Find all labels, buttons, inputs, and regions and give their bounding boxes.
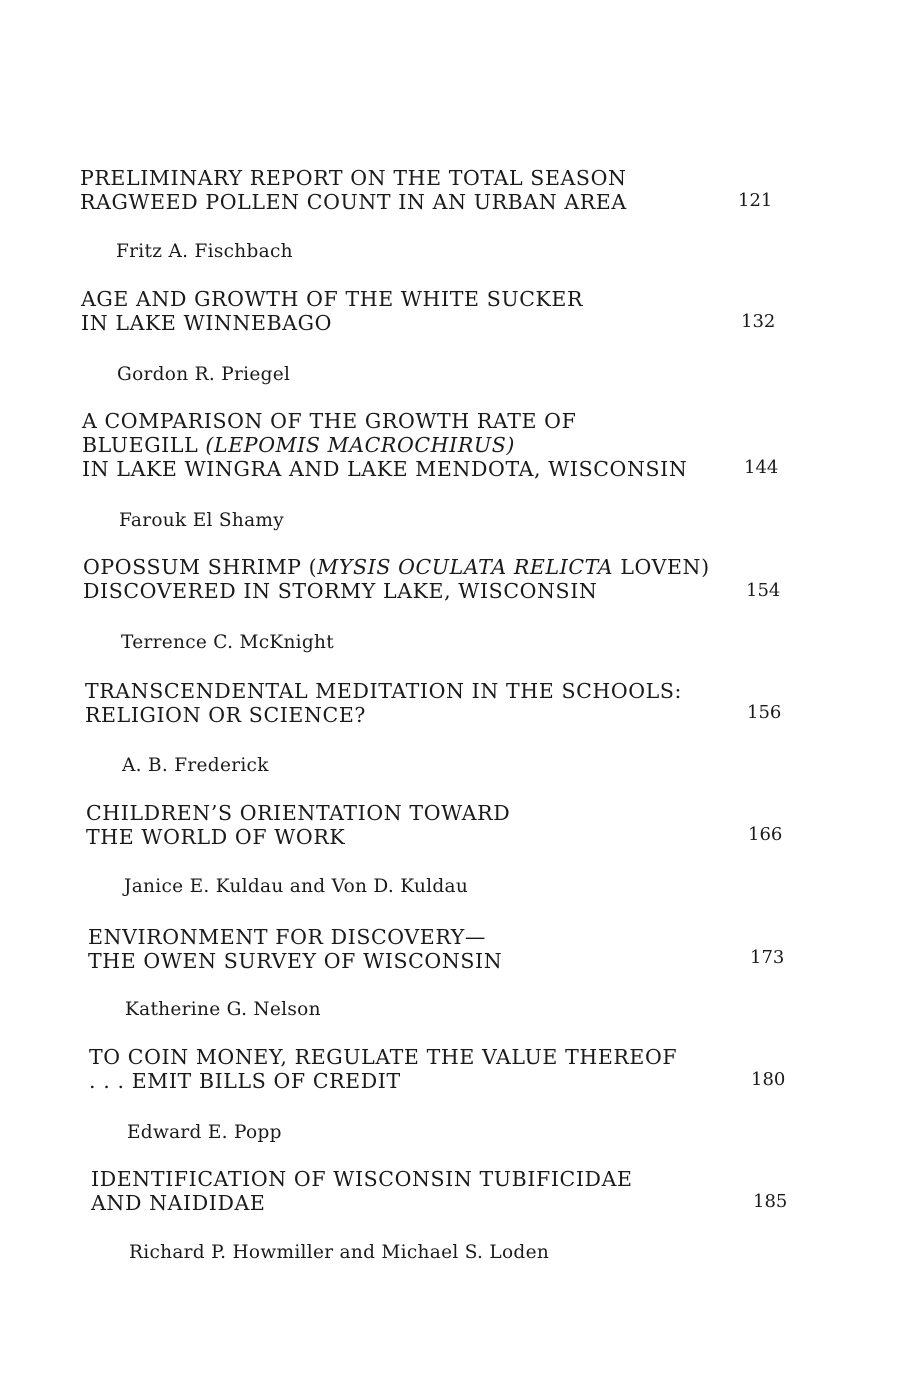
entry-author: Richard P. Howmiller and Michael S. Loden — [129, 1242, 550, 1263]
entry-title-line — [81, 311, 583, 335]
title-text: RELIGION OR SCIENCE? — [85, 703, 366, 727]
entry-title-line — [82, 409, 687, 433]
title-text: TRANSCENDENTAL MEDITATION IN THE SCHOOLS: — [85, 679, 683, 703]
page-number: 173 — [750, 947, 785, 968]
title-italic-text: MYSIS OCULATA RELICTA — [317, 555, 614, 579]
entry-title-line — [86, 801, 510, 825]
title-text: TO COIN MONEY, REGULATE THE VALUE THEREOF — [89, 1045, 678, 1069]
entry-title-line — [83, 555, 710, 579]
title-text: OPOSSUM SHRIMP ( — [83, 555, 318, 579]
title-text: BLUEGILL — [82, 433, 206, 457]
entry-title-line — [91, 1167, 633, 1191]
title-text: ENVIRONMENT FOR DISCOVERY— — [88, 925, 486, 949]
title-text: CHILDREN’S ORIENTATION TOWARD — [86, 801, 511, 825]
entry-author: Fritz A. Fischbach — [116, 241, 293, 262]
entry-author: A. B. Frederick — [122, 755, 269, 776]
entry-title-line — [85, 679, 682, 703]
title-text: AGE AND GROWTH OF THE WHITE SUCKER — [81, 287, 584, 311]
page-number: 121 — [738, 190, 773, 211]
title-text: THE OWEN SURVEY OF WISCONSIN — [88, 949, 503, 973]
entry-title — [86, 801, 510, 849]
entry-title — [82, 409, 687, 481]
entry-title — [89, 1045, 677, 1093]
title-text: PRELIMINARY REPORT ON THE TOTAL SEASON — [80, 166, 627, 190]
title-text: LOVEN) — [613, 555, 710, 579]
page-number: 132 — [741, 311, 776, 332]
page-number: 154 — [746, 580, 781, 601]
title-text: AND NAIDIDAE — [91, 1191, 266, 1215]
title-text: A COMPARISON OF THE GROWTH RATE OF — [82, 409, 577, 433]
entry-title-line — [89, 1069, 677, 1093]
entry-title — [91, 1167, 633, 1215]
entry-title-line — [80, 190, 627, 214]
entry-title-line — [83, 579, 710, 603]
entry-title-line — [86, 825, 510, 849]
title-text: IN LAKE WINNEBAGO — [81, 311, 333, 335]
entry-title-line — [80, 166, 627, 190]
entry-title-line — [82, 433, 687, 457]
entry-author: Gordon R. Priegel — [117, 364, 291, 385]
entry-title — [88, 925, 502, 973]
entry-title-line — [88, 925, 502, 949]
entry-title-line — [85, 703, 682, 727]
page-number: 156 — [747, 702, 782, 723]
title-italic-text: (LEPOMIS MACROCHIRUS) — [205, 433, 515, 457]
entry-title — [85, 679, 682, 727]
entry-author: Terrence C. McKnight — [121, 632, 334, 653]
title-text: IDENTIFICATION OF WISCONSIN TUBIFICIDAE — [91, 1167, 633, 1191]
title-text: DISCOVERED IN STORMY LAKE, WISCONSIN — [83, 579, 598, 603]
entry-title — [80, 166, 627, 214]
entry-author: Edward E. Popp — [127, 1122, 282, 1143]
page-number: 185 — [753, 1191, 788, 1212]
page-number: 180 — [751, 1069, 786, 1090]
entry-title-line — [91, 1191, 633, 1215]
entry-title-line — [89, 1045, 677, 1069]
entry-author: Farouk El Shamy — [119, 510, 285, 531]
entry-title — [81, 287, 583, 335]
entry-author: Janice E. Kuldau and Von D. Kuldau — [124, 876, 469, 897]
title-text: IN LAKE WINGRA AND LAKE MENDOTA, WISCONSIN — [82, 457, 688, 481]
entry-title — [83, 555, 710, 603]
title-text: . . . EMIT BILLS OF CREDIT — [89, 1069, 401, 1093]
entry-title-line — [81, 287, 583, 311]
entry-title-line — [82, 457, 687, 481]
page-number: 166 — [748, 824, 783, 845]
entry-title-line — [88, 949, 502, 973]
page-number: 144 — [744, 457, 779, 478]
title-text: THE WORLD OF WORK — [86, 825, 346, 849]
entry-author: Katherine G. Nelson — [125, 999, 321, 1020]
title-text: RAGWEED POLLEN COUNT IN AN URBAN AREA — [80, 190, 627, 214]
